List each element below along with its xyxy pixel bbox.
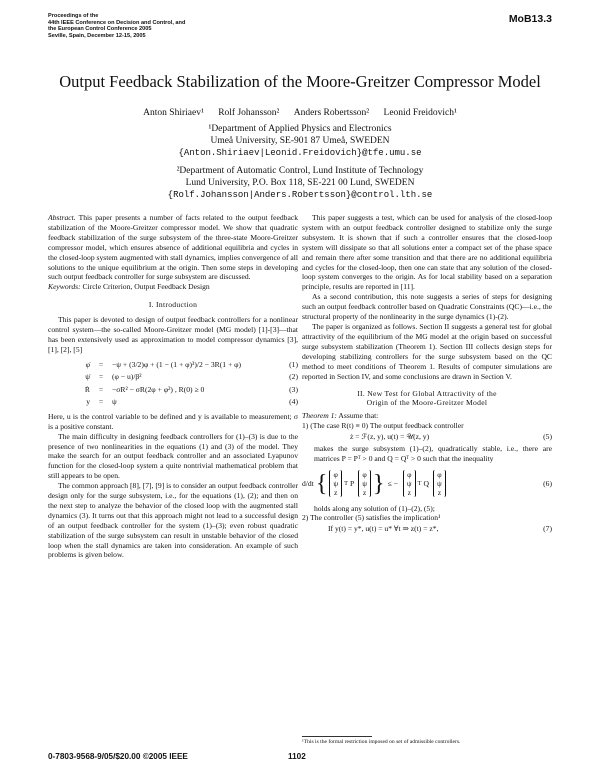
equation-row: Ṙ = −σR² − σR(2φ + φ²) , R(0) ≥ 0 (3) — [48, 384, 298, 397]
paragraph: The paper is organized as follows. Section II suggests a general test for global attractivity of the equilibrium of the MG model at the origin based on successful surge subsystem stabilization (Theorem 1). Section III collects design steps for developing stabilizing controllers for the surge subsystem based on the QC method to meet conditions of Theorem 1. Results of computer simulations are reported in Section IV, and some conclusions are drawn in Section V. — [302, 321, 552, 381]
equation-number: (4) — [289, 397, 298, 407]
footnote-rule — [302, 736, 372, 737]
equation-number: (7) — [543, 524, 552, 534]
derivative-operator: d/dt — [302, 478, 314, 488]
right-column — [302, 213, 552, 536]
theorem-label: Theorem 1: — [302, 411, 337, 421]
equation-lhs: φ̇ — [85, 359, 90, 369]
proceedings-line: Seville, Spain, December 12-15, 2005 — [48, 32, 146, 39]
equation-rhs: ψ — [112, 397, 117, 407]
equation-body: If y(t) = y*, u(t) = u* ∀t ⇒ z(t) = z*, — [328, 524, 439, 534]
equation-row: φ̇ = −ψ + (3/2)φ + (1 − (1 + φ)³)/2 − 3R(1 + φ) (1) — [48, 359, 298, 372]
theorem-intro: Assume that: — [336, 411, 379, 421]
abstract-text: This paper presents a number of facts related to the output feedback stabilization of the Moore-Greitzer compressor model. We show that quadratic feedback stabilization of the surge subsystem of the three-state Moore-Greitzer compressor model, which ensures absence of additional equilibria and cycles in the closed-loop system augmented with stall dynamics, implies convergence of all solutions to the unique equilibrium at the origin. Then some steps in developing such output feedback controller for surge subsystem are discussed. — [48, 213, 298, 282]
footnote: ¹This is the formal restriction imposed on set of admissible controllers. — [302, 739, 461, 745]
affiliation-email: {Rolf.Johansson|Anders.Robertsson}@control.lth.se — [167, 189, 433, 200]
abstract — [48, 213, 298, 282]
theorem-item-2: 2) The controller (5) satisfies the implication¹ — [302, 513, 441, 523]
keywords-label: Keywords: — [48, 282, 81, 292]
intro-paragraph: This paper is devoted to design of output feedback controllers for a nonlinear control system—the so-called Moore-Greitzer model (MG model) [1]-[3]—that has been extensively used as approximation to model compressor dynamics [3], [1], [2], [5] — [48, 315, 298, 354]
author: Rolf Johansson² — [218, 108, 280, 118]
affiliation-1 — [0, 124, 600, 159]
affiliation-2 — [0, 166, 600, 201]
paragraph: This paper suggests a test, which can be used for analysis of the closed-loop system with an output feedback controller designed to stabilize only the surge subsystem. It is shown that if such a controller ensures that the closed-loop system will dissipate so that all solutions enter a compact set of the phase space and remain there after some transition and that there are no additional equilibria and cycles for the closed-loop, then one can state that any solution of the closed-loop system converges to the origin. As for local stability based on a separation principle, results are reported in [11]. — [302, 213, 552, 292]
intro-paragraph: The main difficulty in designing feedback controllers for (1)–(3) is due to the presence of two nonlinearities in the equations (1) and (3) of the model. They make the search for an output feedback controller and an associated Lyapunov function for the closed-loop system a quite nontrivial mathematical problem that still appears to be open. — [48, 431, 298, 481]
theorem-statement — [302, 411, 552, 421]
section-heading-introduction: I. Introduction — [148, 300, 198, 310]
equation-number: (2) — [289, 372, 298, 382]
proceedings-header — [48, 13, 185, 39]
affiliation-line: Lund University, P.O. Box 118, SE-221 00 Lund, SWEDEN — [185, 177, 415, 188]
affiliation-line: Umeå University, SE-901 87 Umeå, SWEDEN — [210, 135, 390, 146]
equation-number: (5) — [543, 432, 552, 442]
theorem-item-1: 1) (The case R(t) ≡ 0) The output feedback controller — [302, 421, 464, 431]
affiliation-email: {Anton.Shiriaev|Leonid.Freidovich}@tfe.umu.se — [178, 147, 422, 158]
theorem-item-1-continued: makes the surge subsystem (1)–(2), quadratically stable, i.e., there are matrices P = Pᵀ > 0 and Q = Qᵀ > 0 such that the inequality — [314, 443, 552, 463]
paper-title: Output Feedback Stabilization of the Moore-Greitzer Compressor Model — [59, 72, 541, 91]
proceedings-line: Proceedings of the — [48, 13, 99, 19]
theorem-text: holds along any solution of (1)–(2), (5); — [314, 503, 435, 513]
isbn-copyright: 0-7803-9568-9/05/$20.00 ©2005 IEEE — [48, 752, 188, 761]
page-number: 1102 — [288, 752, 306, 761]
affiliation-line: ¹Department of Applied Physics and Electronics — [208, 124, 392, 134]
equation-lhs: ψ̇ — [85, 372, 90, 382]
equation-row: ψ̇ = (φ − u)/β² (2) — [48, 371, 298, 384]
keywords — [48, 282, 298, 292]
section-heading-line: II. New Test for Global Attractivity of the — [357, 389, 497, 399]
equation-lhs: Ṙ — [84, 384, 90, 394]
session-code: MoB13.3 — [508, 13, 552, 25]
proceedings-line: the European Control Conference 2005 — [48, 26, 152, 33]
equation-rhs: (φ − u)/β² — [112, 372, 142, 382]
left-column — [48, 213, 298, 560]
equation-block — [48, 359, 298, 409]
author-list — [0, 108, 600, 118]
equation-number: (3) — [289, 384, 298, 394]
section-heading-line: Origin of the Moore-Greitzer Model — [366, 398, 488, 408]
section-heading-new-test — [302, 389, 552, 407]
equation-7 — [302, 523, 552, 536]
equation-rhs: −ψ + (3/2)φ + (1 − (1 + φ)³)/2 − 3R(1 + φ) — [112, 359, 242, 369]
paragraph: Here, u is the control variable to be defined and y is available to measurement; σ is a positive constant. — [48, 411, 298, 431]
equation-body: ż = ℱ(z, y), u(t) = 𝒰(z, y) — [350, 432, 430, 442]
author: Anders Robertsson² — [293, 108, 370, 118]
author: Leonid Freidovich¹ — [383, 108, 457, 118]
intro-paragraph: The common approach [8], [7], [9] is to consider an output feedback controller design only for the surge subsystem, i.e., for the equations (1), (2); and then on the next step to analyze the behavior of the closed loop with the augmented stall dynamics (3). It turns out that this approach might not lead to a successful design of an output feedback controller for the system (1)–(3); even robust quadratic stabilization of the surge subsystem can result in unstable behavior of the closed loop when the stall dynamics are taken into consideration. An example of such problems is given below. — [48, 481, 298, 560]
affiliation-line: ²Department of Automatic Control, Lund Institute of Technology — [176, 166, 424, 176]
author: Anton Shiriaev¹ — [143, 108, 204, 118]
abstract-label: Abstract. — [48, 213, 76, 222]
paragraph: As a second contribution, this note suggests a series of steps for designing such an output feedback controller based on Quadratic Constraints (QC)—i.e., the structural property of the nonlinearity in the surge dynamics (1)-(2). — [302, 292, 552, 322]
equation-6: d/dt { φ ψ z T P φ ψ z } ≤ − φ ψ z T Q φ ψ z (6) — [302, 470, 552, 498]
proceedings-line: 44th IEEE Conference on Decision and Control, and — [48, 19, 186, 26]
equation-row: y = ψ (4) — [48, 396, 298, 409]
equation-rhs: −σR² − σR(2φ + φ²) , R(0) ≥ 0 — [112, 384, 205, 394]
equation-number: (6) — [543, 478, 552, 488]
keywords-text: Circle Criterion, Output Feedback Design — [80, 282, 210, 292]
equation-lhs: y — [86, 397, 90, 407]
equation-number: (1) — [289, 359, 298, 369]
equation-5 — [302, 431, 552, 444]
